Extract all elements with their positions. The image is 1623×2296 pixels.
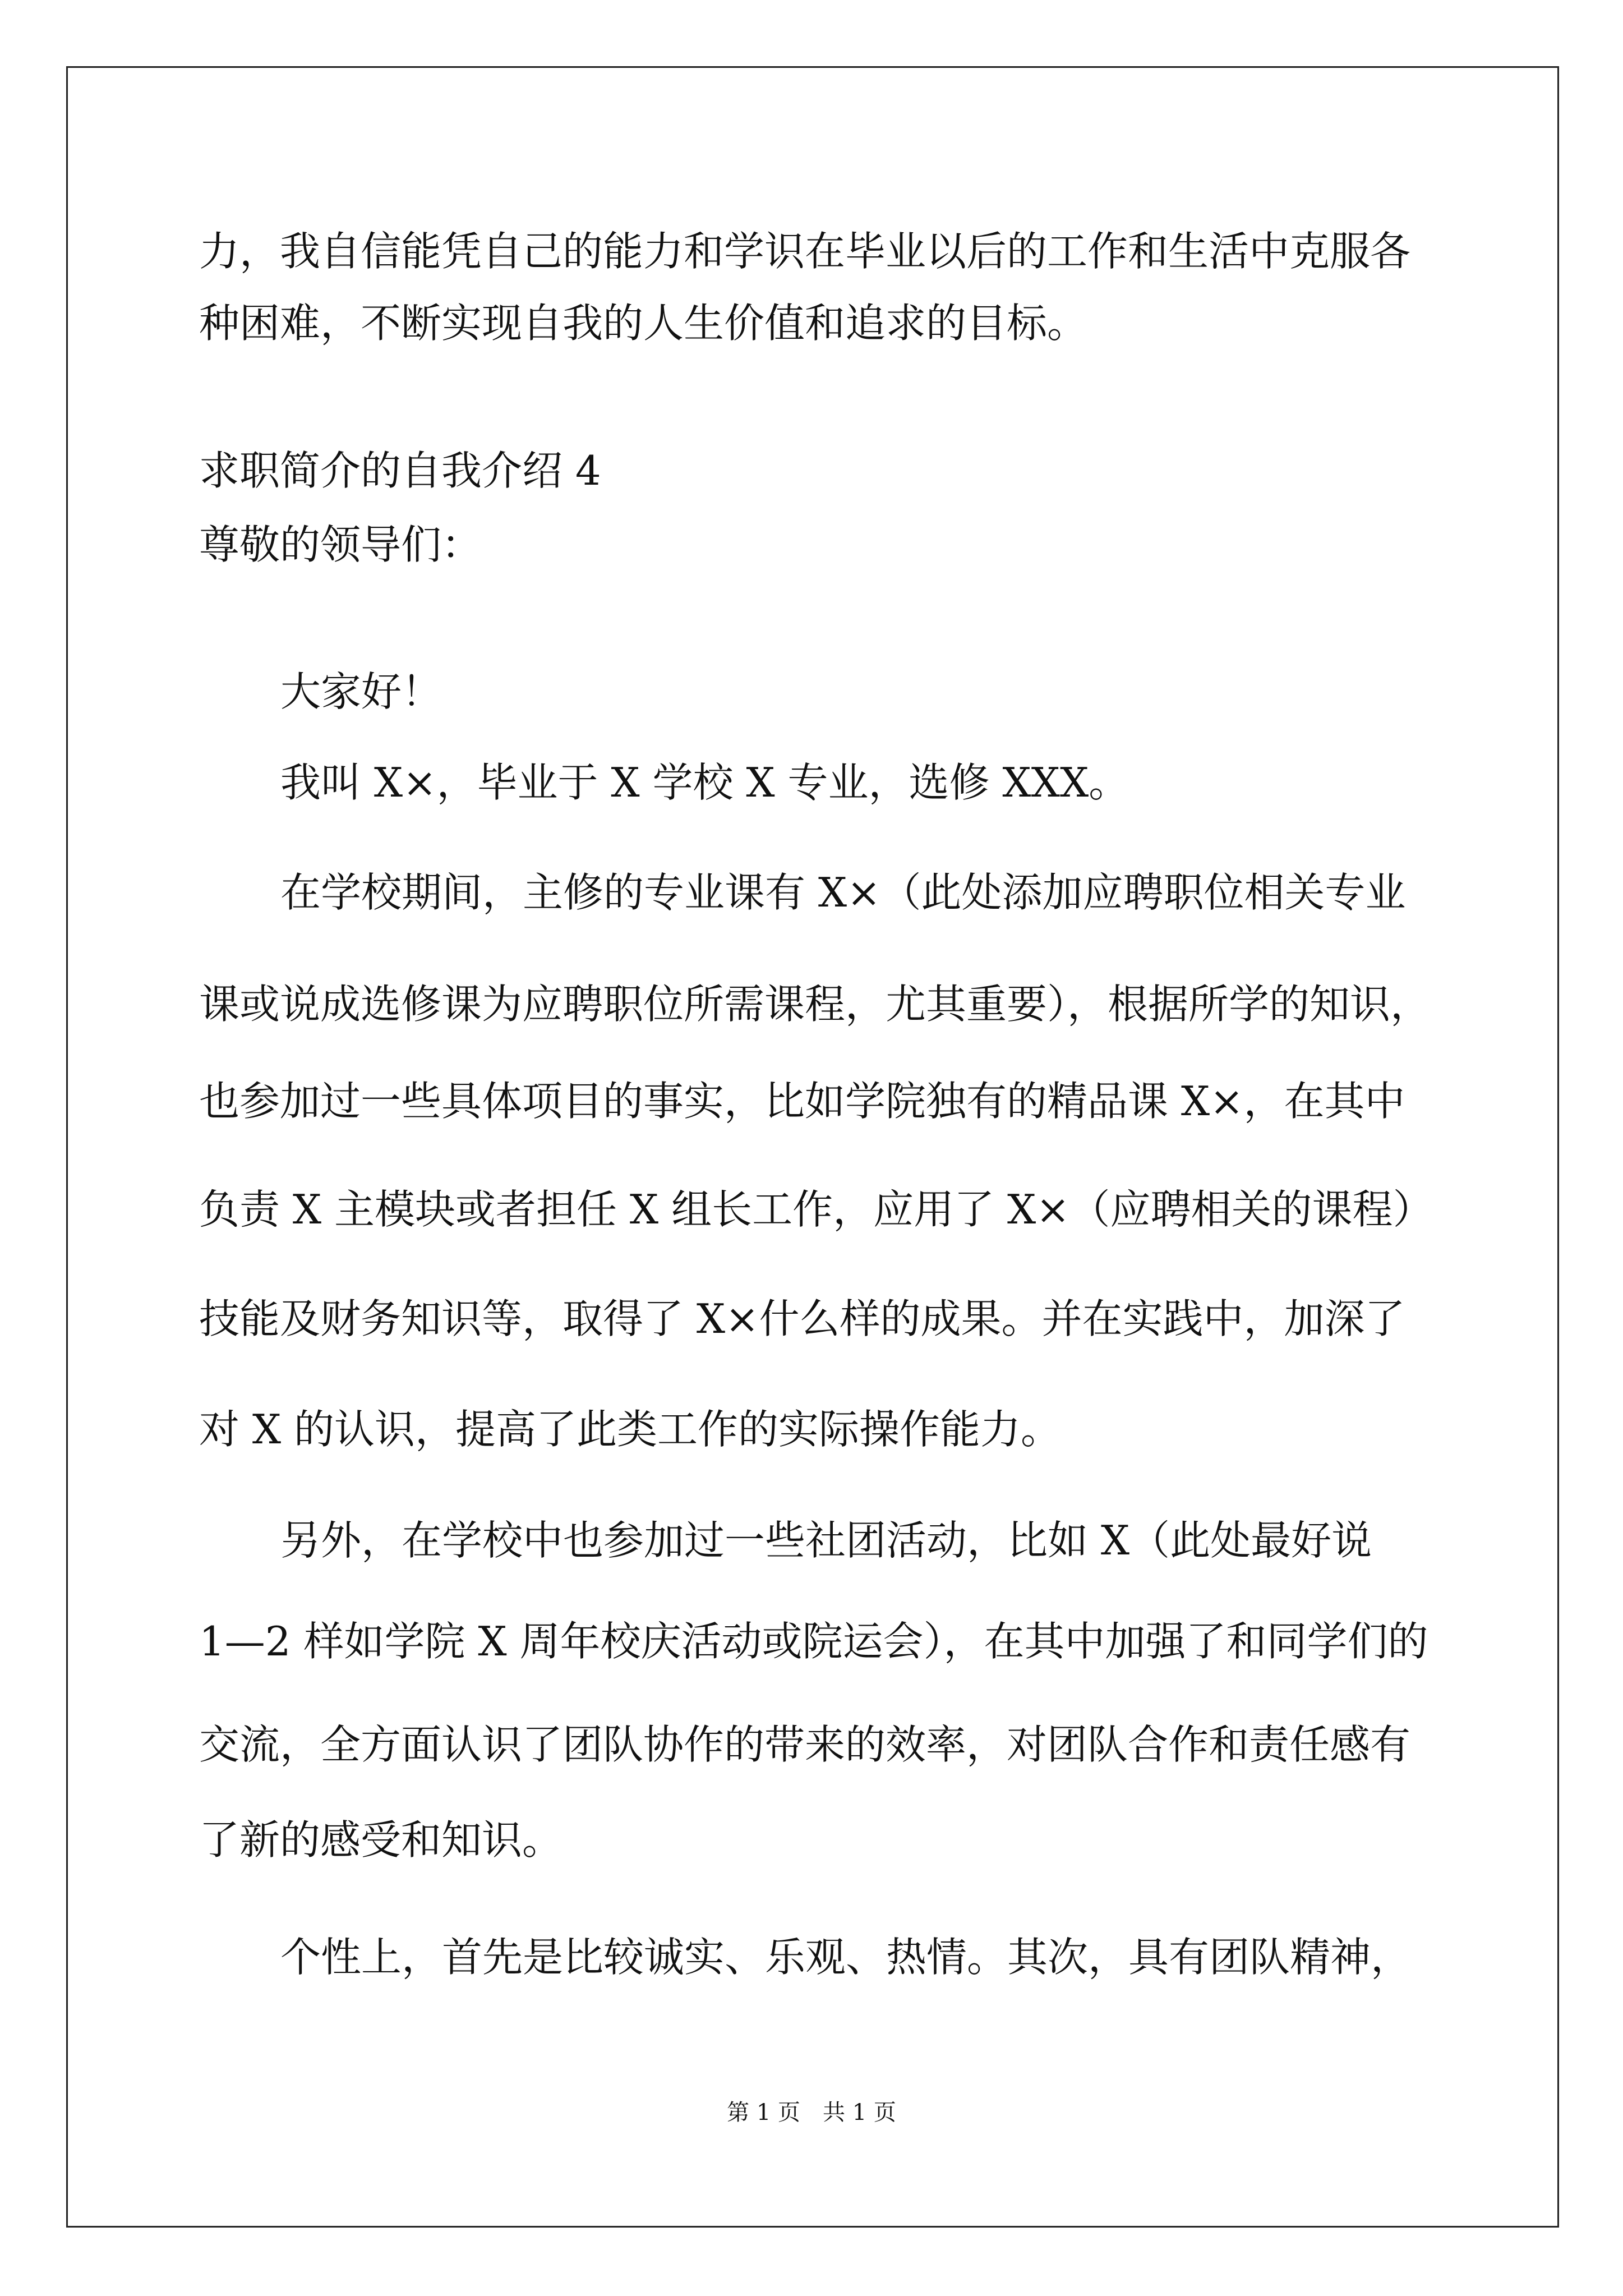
intro-line: 我叫 X×，毕业于 X 学校 X 专业，选修 XXX。: [280, 759, 1129, 806]
page-border: [66, 66, 1559, 2228]
text-line: 了新的感受和知识。: [199, 1816, 563, 1864]
text-line: 种困难，不断实现自我的人生价值和追求的目标。: [199, 300, 1088, 347]
page-number-footer: 第 1 页 共 1 页: [727, 2100, 896, 2125]
salutation: 尊敬的领导们：: [199, 521, 482, 568]
greeting: 大家好！: [280, 668, 442, 715]
section-heading: 求职简介的自我介绍 4: [199, 447, 601, 494]
text-line: 交流，全方面认识了团队协作的带来的效率，对团队合作和责任感有: [199, 1721, 1411, 1768]
text-line: 也参加过一些具体项目的事实，比如学院独有的精品课 X×，在其中: [199, 1078, 1405, 1125]
text-line: 在学校期间，主修的专业课有 X×（此处添加应聘职位相关专业: [280, 869, 1406, 916]
text-line: 负责 X 主模块或者担任 X 组长工作，应用了 X×（应聘相关的课程）: [199, 1186, 1433, 1233]
text-line: 另外，在学校中也参加过一些社团活动，比如 X（此处最好说: [280, 1517, 1372, 1564]
text-line: 课或说成选修课为应聘职位所需课程，尤其重要），根据所学的知识，: [199, 981, 1431, 1028]
text-line: 1—2 样如学院 X 周年校庆活动或院运会），在其中加强了和同学们的: [199, 1618, 1428, 1665]
text-line: 个性上，首先是比较诚实、乐观、热情。其次，具有团队精神，: [280, 1934, 1412, 1981]
text-line: 对 X 的认识，提高了此类工作的实际操作能力。: [199, 1406, 1062, 1453]
text-line: 力，我自信能凭自己的能力和学识在毕业以后的工作和生活中克服各: [199, 228, 1411, 275]
text-line: 技能及财务知识等，取得了 X×什么样的成果。并在实践中，加深了: [199, 1295, 1405, 1342]
